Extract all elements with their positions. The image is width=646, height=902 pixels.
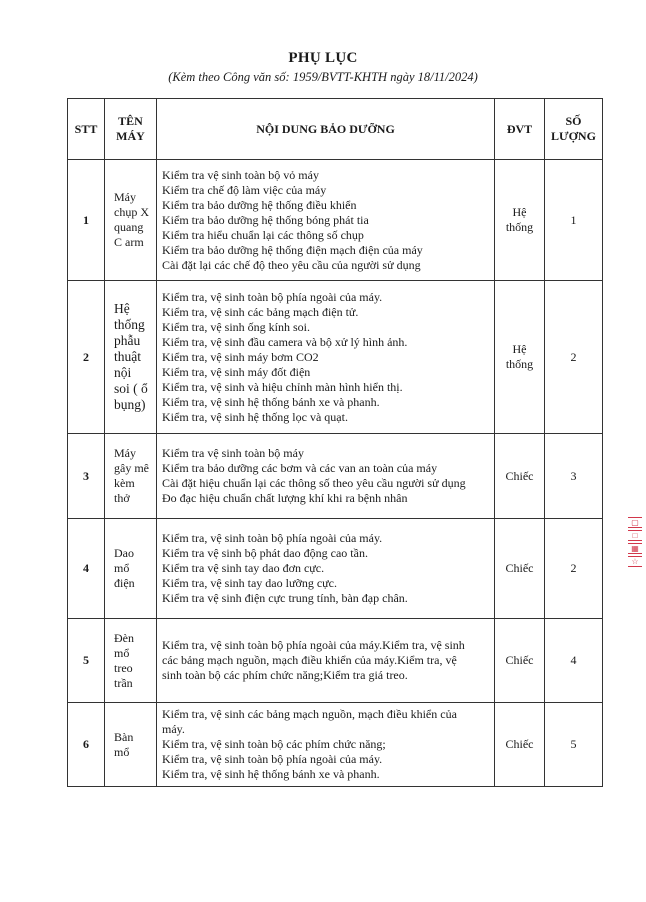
content-line: Kiểm tra, vệ sinh các bảng mạch điện tử. xyxy=(162,304,359,319)
row-unit xyxy=(495,160,545,281)
row-unit xyxy=(495,434,545,519)
row-stt: 1 xyxy=(68,160,105,281)
unit-line: Hệ xyxy=(512,342,527,356)
row-unit xyxy=(495,703,545,787)
name-line: nội xyxy=(114,365,132,380)
row-device-name xyxy=(105,281,157,434)
content-line: Kiểm tra, vệ sinh toàn bộ phía ngoài của máy. xyxy=(162,289,383,304)
row-stt: 5 xyxy=(68,619,105,703)
content-line: Kiểm tra, vệ sinh ống kính soi. xyxy=(162,319,310,334)
name-line: thống xyxy=(114,317,145,332)
row-quantity: 2 xyxy=(545,281,603,434)
content-line: máy. xyxy=(162,722,185,736)
unit-line: Chiếc xyxy=(505,561,534,575)
row-quantity: 1 xyxy=(545,160,603,281)
content-line: Kiểm tra, vệ sinh các bảng mạch nguồn, mạch điều khiển của xyxy=(162,707,457,721)
name-line: gây mê xyxy=(114,461,149,475)
content-line: Kiểm tra bảo dưỡng hệ thống điện mạch điện của máy xyxy=(162,242,423,257)
content-line: Kiểm tra, vệ sinh toàn bộ các phím chức năng; xyxy=(162,737,386,751)
header-qty-line: SỐ xyxy=(565,114,582,128)
name-line: Máy xyxy=(114,446,136,460)
content-line: Kiểm tra hiểu chuẩn lại các thông số chụp xyxy=(162,227,364,242)
name-line: điện xyxy=(114,576,135,590)
margin-seal xyxy=(628,515,642,569)
unit-line: thống xyxy=(505,220,534,234)
name-line: mổ xyxy=(114,561,130,575)
name-line: Máy xyxy=(114,190,136,204)
content-line: Kiểm tra vệ sinh toàn bộ máy xyxy=(162,446,304,460)
row-maintenance-content xyxy=(157,703,495,787)
name-line: Hệ xyxy=(114,301,130,316)
header-qty xyxy=(545,99,603,160)
row-quantity: 4 xyxy=(545,619,603,703)
row-stt: 4 xyxy=(68,519,105,619)
content-line: sinh toàn bộ các phím chức năng;Kiểm tra giá treo. xyxy=(162,668,408,682)
row-device-name xyxy=(105,434,157,519)
table-row xyxy=(68,703,603,787)
row-unit xyxy=(495,519,545,619)
row-quantity: 3 xyxy=(545,434,603,519)
name-line: chụp X xyxy=(114,205,149,219)
content-line: Kiểm tra, vệ sinh máy bơm CO2 xyxy=(162,349,319,364)
header-unit: ĐVT xyxy=(495,99,545,160)
content-line: Kiểm tra vệ sinh tay dao đơn cực. xyxy=(162,561,325,575)
content-line: Cài đặt lại các chế độ theo yêu cầu của người sử dụng xyxy=(162,257,421,272)
name-line: treo xyxy=(114,660,133,675)
header-stt: STT xyxy=(68,99,105,160)
table-row xyxy=(68,519,603,619)
content-line: Kiểm tra, vệ sinh toàn bộ phía ngoài của máy. xyxy=(162,531,383,545)
row-stt: 6 xyxy=(68,703,105,787)
content-line: Kiểm tra chế độ làm việc của máy xyxy=(162,182,327,197)
row-maintenance-content xyxy=(157,160,495,281)
unit-line: Chiếc xyxy=(505,737,534,751)
header-name xyxy=(105,99,157,160)
row-device-name xyxy=(105,703,157,787)
name-line: trần xyxy=(114,675,133,690)
table-header-row xyxy=(68,99,603,160)
header-content: NỘI DUNG BẢO DƯỠNG xyxy=(157,99,495,160)
name-line: phẫu xyxy=(114,333,141,348)
row-device-name xyxy=(105,519,157,619)
row-device-name xyxy=(105,619,157,703)
name-line: kèm xyxy=(114,476,135,490)
content-line: Kiểm tra bảo dưỡng hệ thống bóng phát tia xyxy=(162,212,369,227)
row-stt: 3 xyxy=(68,434,105,519)
seal-mark: ▦ xyxy=(628,543,642,554)
page-title: PHỤ LỤC xyxy=(288,50,358,66)
content-line: Kiểm tra bảo dưỡng các bơm và các van an toàn của máy xyxy=(162,461,438,475)
row-quantity: 2 xyxy=(545,519,603,619)
unit-line: thống xyxy=(505,357,534,371)
name-line: thuật xyxy=(114,349,141,364)
row-stt: 2 xyxy=(68,281,105,434)
content-line: Kiểm tra vệ sinh điện cực trung tính, bàn đạp chân. xyxy=(162,591,408,605)
name-line: Đèn xyxy=(114,630,134,645)
name-line: mổ xyxy=(114,645,130,660)
content-line: Kiểm tra, vệ sinh hệ thống bánh xe và phanh. xyxy=(162,767,380,781)
seal-mark: ▢ xyxy=(628,517,642,528)
name-line: Bàn xyxy=(114,729,134,744)
content-line: Đo đạc hiệu chuẩn chất lượng khí khi ra bệnh nhân xyxy=(162,491,408,505)
content-line: Kiểm tra vệ sinh toàn bộ vỏ máy xyxy=(162,167,319,182)
name-line: thở xyxy=(114,491,130,505)
unit-line: Chiếc xyxy=(505,468,534,483)
name-line: soi ( ổ xyxy=(114,381,148,396)
row-unit xyxy=(495,619,545,703)
header-qty-line: LƯỢNG xyxy=(551,129,596,143)
page-subtitle: (Kèm theo Công văn số: 1959/BVTT-KHTH ngày 18/11/2024) xyxy=(168,70,478,84)
content-line: Kiểm tra, vệ sinh toàn bộ phía ngoài của máy.Kiểm tra, vệ sinh xyxy=(162,638,465,652)
unit-line: Chiếc xyxy=(505,653,534,667)
content-line: Kiểm tra, vệ sinh hệ thống lọc và quạt. xyxy=(162,409,348,424)
content-line: Kiểm tra, vệ sinh tay dao lưỡng cực. xyxy=(162,576,337,590)
content-line: Kiểm tra, vệ sinh và hiệu chỉnh màn hình hiển thị. xyxy=(162,379,403,394)
table-row xyxy=(68,434,603,519)
content-line: các bảng mạch nguồn, mạch điều khiển của máy.Kiểm tra, vệ xyxy=(162,653,457,667)
name-line: Dao xyxy=(114,546,134,560)
row-device-name xyxy=(105,160,157,281)
table-row xyxy=(68,619,603,703)
name-line: quang xyxy=(114,220,144,234)
row-maintenance-content xyxy=(157,619,495,703)
header-name-line: TÊN xyxy=(118,114,143,128)
name-line: C arm xyxy=(114,235,144,249)
table-row xyxy=(68,160,603,281)
row-unit xyxy=(495,281,545,434)
content-line: Kiểm tra, vệ sinh hệ thống bánh xe và phanh. xyxy=(162,394,380,409)
content-line: Kiểm tra, vệ sinh đầu camera và bộ xử lý hình ảnh. xyxy=(162,334,408,349)
table-row xyxy=(68,281,603,434)
name-line: mổ xyxy=(114,744,130,759)
row-maintenance-content xyxy=(157,281,495,434)
content-line: Kiểm tra vệ sinh bộ phát dao động cao tần. xyxy=(162,546,368,560)
seal-mark: □ xyxy=(628,530,642,541)
row-maintenance-content xyxy=(157,434,495,519)
header-name-line: MÁY xyxy=(116,129,145,143)
content-line: Kiểm tra, vệ sinh toàn bộ phía ngoài của máy. xyxy=(162,752,383,766)
maintenance-table xyxy=(67,98,603,787)
unit-line: Hệ xyxy=(512,205,527,219)
content-line: Cài đặt hiệu chuẩn lại các thông số theo yêu cầu người sử dụng xyxy=(162,476,466,490)
content-line: Kiểm tra, vệ sinh máy đốt điện xyxy=(162,364,311,379)
name-line: bụng) xyxy=(114,397,146,412)
row-quantity: 5 xyxy=(545,703,603,787)
content-line: Kiểm tra bảo dưỡng hệ thống điều khiển xyxy=(162,197,357,212)
row-maintenance-content xyxy=(157,519,495,619)
seal-mark: ☆ xyxy=(628,556,642,567)
